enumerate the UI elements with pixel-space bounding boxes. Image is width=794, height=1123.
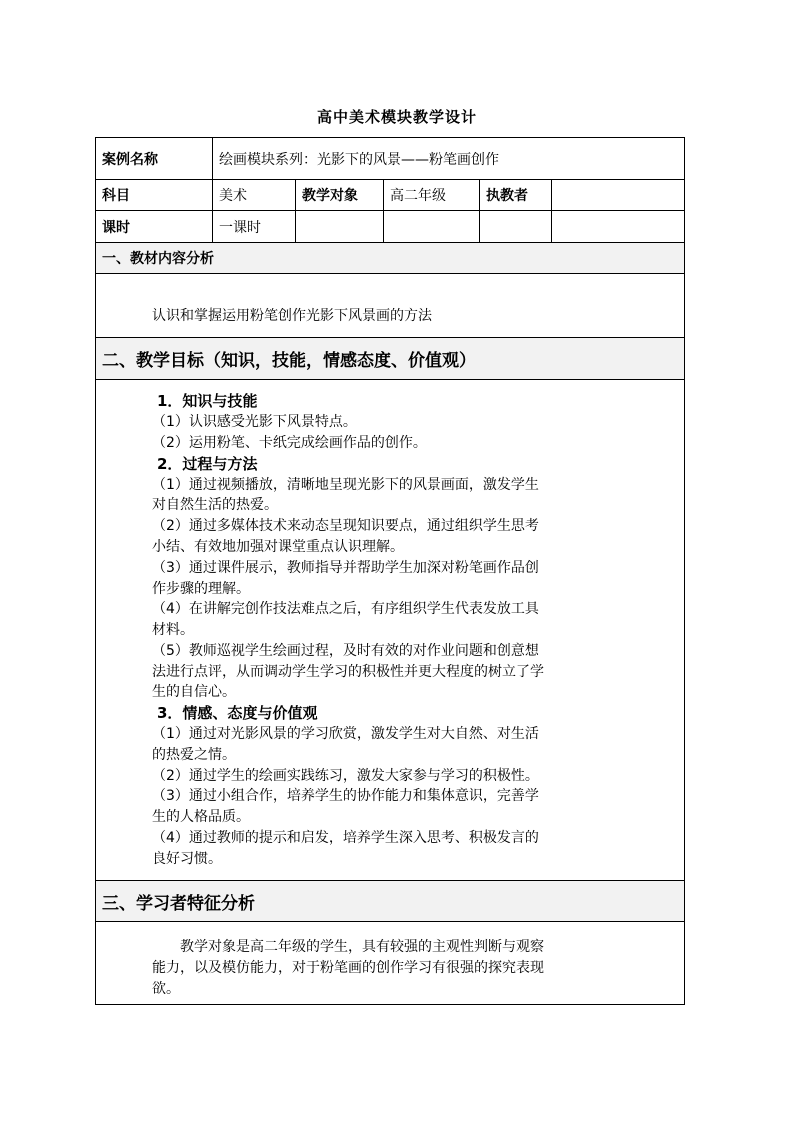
goal-line: （2）通过学生的绘画实践练习，激发大家参与学习的积极性。: [152, 767, 539, 784]
goal-line: 小结、有效地加强对课堂重点认识理解。: [152, 538, 404, 555]
teacher-value: [552, 180, 685, 211]
goal-line: （1）通过视频播放，清晰地呈现光影下的风景画面，激发学生: [152, 476, 539, 493]
case-name-label: 案例名称: [96, 138, 213, 180]
goal-line: （1）认识感受光影下风景特点。: [152, 414, 357, 431]
lesson-plan-table: [95, 137, 685, 1005]
goal-line: （4）在讲解完创作技法难点之后，有序组织学生代表发放工具: [152, 601, 539, 618]
analysis-line: 欲。: [152, 981, 180, 997]
case-name-value: 绘画模块系列：光影下的风景——粉笔画创作: [213, 138, 685, 180]
section3-heading: 三、学习者特征分析: [96, 881, 685, 922]
goal-subheading: 2．过程与方法: [157, 454, 258, 473]
period-row: [96, 211, 685, 243]
goal-line: （3）通过小组合作，培养学生的协作能力和集体意识，完善学: [152, 788, 539, 805]
section2-body: [96, 380, 685, 881]
goal-line: 作步骤的理解。: [152, 580, 250, 597]
period-label: 课时: [96, 211, 213, 243]
goals-list: [102, 391, 678, 869]
goal-line: （2）通过多媒体技术来动态呈现知识要点，通过组织学生思考: [152, 518, 539, 535]
period-empty-cell-3: [480, 211, 552, 243]
goal-line: 生的人格品质。: [152, 809, 250, 826]
target-value: 高二年级: [384, 180, 480, 211]
goal-line: （1）通过对光影风景的学习欣赏，激发学生对大自然、对生活: [152, 726, 539, 743]
section1-heading: 一、教材内容分析: [96, 243, 685, 274]
goal-line: 法进行点评，从而调动学生学习的积极性并更大程度的树立了学: [152, 663, 544, 680]
section1-body: [96, 274, 685, 338]
goal-line: （5）教师巡视学生绘画过程，及时有效的对作业问题和创意想: [152, 642, 539, 659]
goal-subheading: 1．知识与技能: [157, 392, 258, 411]
section3-heading-row: [96, 881, 685, 922]
section1-text: 认识和掌握运用粉笔创作光影下风景画的方法: [152, 308, 432, 324]
section2-heading: 二、教学目标（知识，技能，情感态度、价值观）: [96, 338, 685, 380]
goal-line: （3）通过课件展示，教师指导并帮助学生加深对粉笔画作品创: [152, 559, 539, 576]
section2-body-row: [96, 380, 685, 881]
case-row: [96, 138, 685, 180]
subject-value: 美术: [213, 180, 296, 211]
teacher-label: 执教者: [480, 180, 552, 211]
section1-body-row: [96, 274, 685, 338]
page-title: 高中美术模块教学设计: [316, 108, 477, 126]
subject-label: 科目: [96, 180, 213, 211]
period-value: 一课时: [213, 211, 296, 243]
goal-line: 对自然生活的热爱。: [152, 497, 278, 514]
period-empty-cell-1: [296, 211, 384, 243]
goal-subheading: 3．情感、态度与价值观: [157, 704, 318, 723]
goal-line: 材料。: [152, 622, 194, 639]
goal-line: 良好习惯。: [152, 850, 222, 867]
goal-line: 的热爱之情。: [152, 746, 236, 763]
target-label: 教学对象: [296, 180, 384, 211]
period-empty-cell-4: [552, 211, 685, 243]
analysis-line: 能力，以及模仿能力，对于粉笔画的创作学习有很强的探究表现: [152, 960, 544, 976]
learner-analysis: [102, 926, 678, 1000]
section3-body: [96, 922, 685, 1005]
analysis-line: 教学对象是高二年级的学生，具有较强的主观性判断与观察: [152, 939, 544, 955]
section3-body-row: [96, 922, 685, 1005]
period-empty-cell-2: [384, 211, 480, 243]
section1-heading-row: [96, 243, 685, 274]
goal-line: 生的自信心。: [152, 684, 236, 701]
section2-heading-row: [96, 338, 685, 380]
goal-line: （4）通过教师的提示和启发，培养学生深入思考、积极发言的: [152, 830, 539, 847]
goal-line: （2）运用粉笔、卡纸完成绘画作品的创作。: [152, 434, 427, 451]
subject-row: [96, 180, 685, 211]
